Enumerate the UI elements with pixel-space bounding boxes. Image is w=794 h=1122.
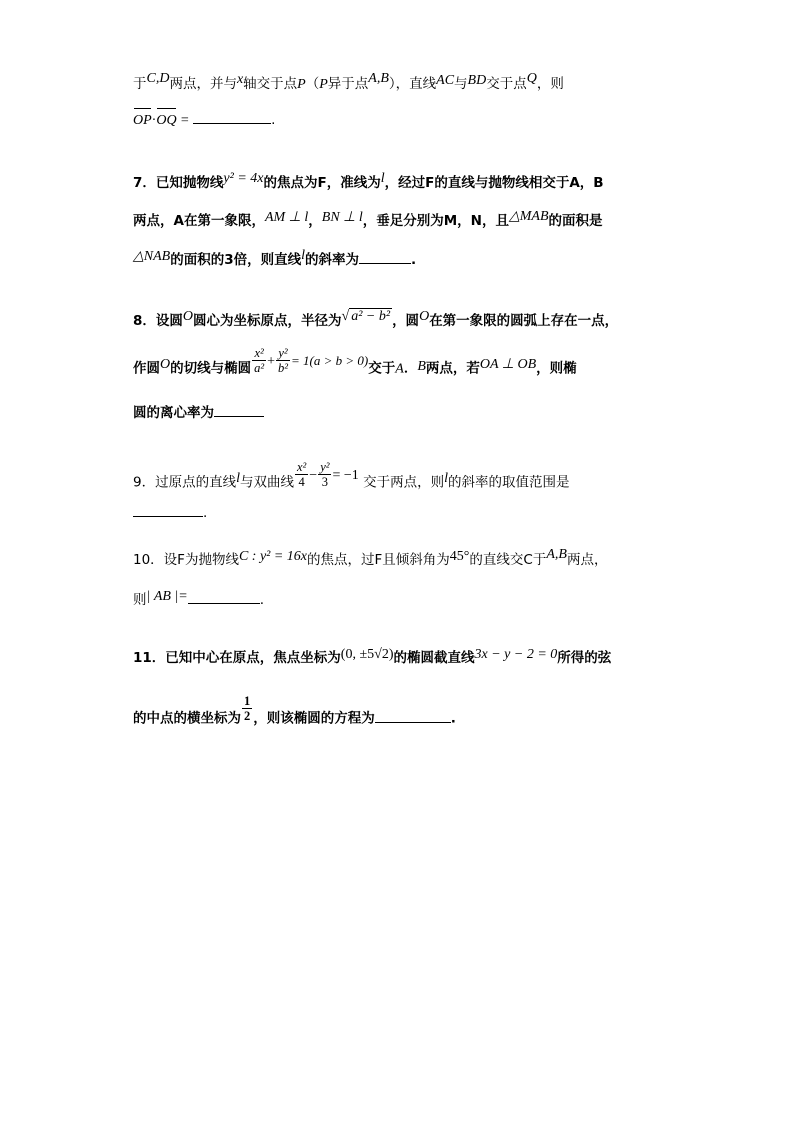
sqrt-expression: √ a² − b² [341, 309, 391, 324]
answer-blank[interactable] [375, 710, 451, 723]
problem-9-line-1: 9．过原点的直线l与双曲线 $\frac{\text{x²}}{4}$ − $\frac{\text{y²}}{3}$ = −1 交于两点，则l的斜率的取值范围是 [133, 460, 570, 491]
problem-8-line-3: 圆的离心率为 [133, 403, 264, 423]
answer-blank[interactable] [193, 111, 271, 124]
answer-blank[interactable] [359, 251, 411, 264]
problem-8-line-1: 8．设圆O圆心为坐标原点，半径为√ a² − b² ，圆O在第一象限的圆弧上存在一点， [133, 309, 619, 329]
fraction-x2-4: $\frac{\text{x²}}{4}$ [296, 460, 307, 489]
problem-10-line-2: 则| AB |= . [133, 589, 265, 608]
problem-7-line-1: 7．已知抛物线y² = 4x的焦点为F，准线为l，经过F的直线与抛物线相交于A，B [133, 171, 604, 191]
problem-11-line-2: 的中点的横坐标为 $\frac{1}{2}$ ，则该椭圆的方程为 . [133, 694, 456, 727]
problem-7-line-2: 两点，A在第一象限，AM ⊥ l，BN ⊥ l，垂足分别为M，N，且△MAB的面积是 [133, 209, 603, 229]
problem-8-line-2: 作圆O的切线与椭圆 $\frac{\text{x²}}{\text{a²}}$ + $\frac{\text{y²}}{\text{b²}}$ = 1(a > b > 0)交于A．B两点，若OA ⊥ OB，则椭 [133, 346, 577, 377]
fraction-y2-b2: $\frac{\text{y²}}{\text{b²}}$ [278, 346, 289, 375]
problem-10-line-1: 10．设F为抛物线C : y² = 16x的焦点，过F且倾斜角为45°的直线交C于A,B两点， [133, 547, 608, 568]
fraction-one-half: $\frac{1}{2}$ [244, 694, 251, 723]
fraction-y2-3: $\frac{\text{y²}}{3}$ [320, 460, 330, 489]
answer-blank[interactable] [214, 404, 264, 417]
answer-blank[interactable] [188, 591, 260, 604]
problem-6-line-1: 于C,D两点，并与x轴交于点P（P异于点A,B），直线AC与BD交于点Q，则 [133, 71, 564, 92]
problem-6-line-2: OP·OQ = . [133, 110, 275, 131]
problem-7-line-3: △NAB的面积的3倍，则直线l的斜率为 . [133, 248, 417, 268]
fraction-x2-a2: $\frac{\text{x²}}{\text{a²}}$ [254, 346, 265, 375]
problem-11-line-1: 11．已知中心在原点，焦点坐标为(0, ±5√2)的椭圆截直线3x − y − 2 = 0所得的弦 [133, 647, 612, 666]
answer-blank[interactable] [133, 504, 203, 517]
problem-9-line-2: . [133, 503, 207, 523]
